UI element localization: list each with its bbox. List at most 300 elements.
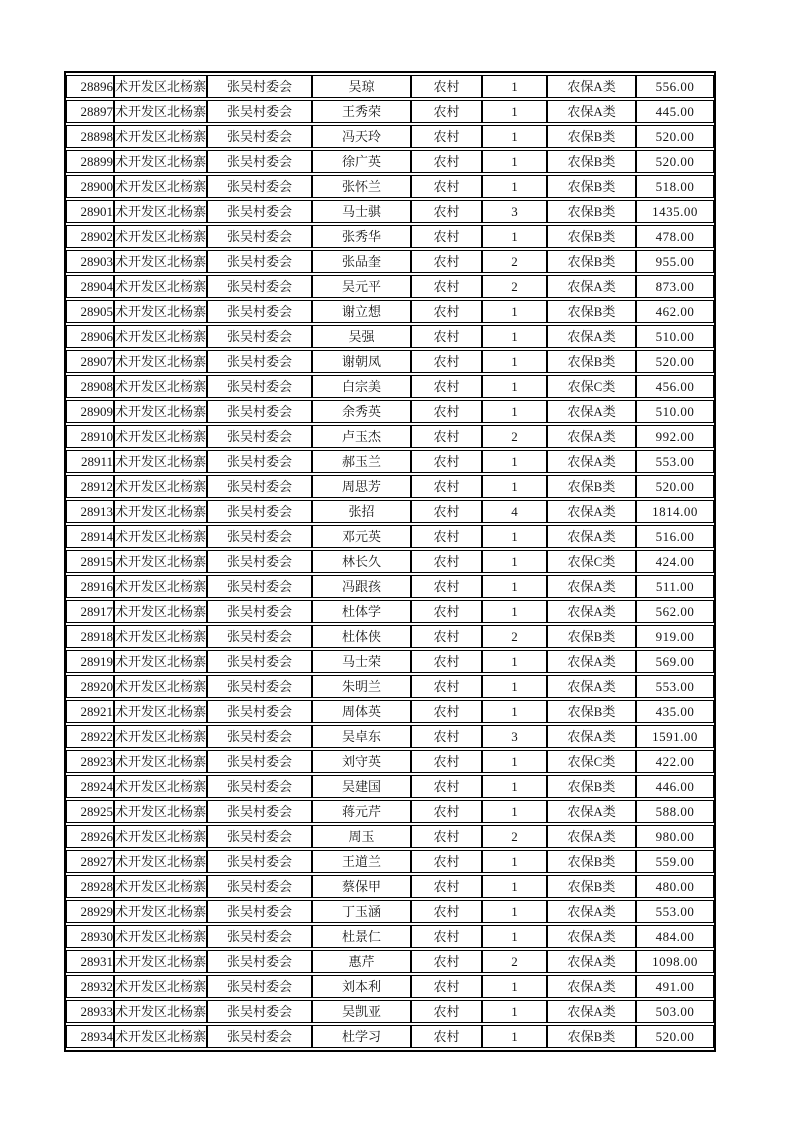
cell-person-count: 1 — [482, 850, 547, 873]
cell-district: 术开发区北杨寨 — [114, 200, 207, 223]
cell-person-count: 1 — [482, 800, 547, 823]
cell-village-committee: 张吴村委会 — [207, 525, 312, 548]
cell-amount: 445.00 — [636, 100, 714, 123]
cell-district: 术开发区北杨寨 — [114, 975, 207, 998]
cell-residence-type: 农村 — [411, 425, 482, 448]
cell-insurance-category: 农保A类 — [547, 575, 636, 598]
cell-person-count: 1 — [482, 300, 547, 323]
cell-person-count: 1 — [482, 325, 547, 348]
cell-person-count: 2 — [482, 825, 547, 848]
cell-amount: 1098.00 — [636, 950, 714, 973]
cell-residence-type: 农村 — [411, 125, 482, 148]
cell-insurance-category: 农保A类 — [547, 525, 636, 548]
cell-insurance-category: 农保B类 — [547, 300, 636, 323]
table-row — [66, 200, 714, 223]
cell-record-id: 28931 — [66, 950, 114, 973]
cell-person-count: 1 — [482, 475, 547, 498]
cell-village-committee: 张吴村委会 — [207, 750, 312, 773]
cell-person-name: 王秀荣 — [312, 100, 411, 123]
cell-insurance-category: 农保A类 — [547, 725, 636, 748]
cell-district: 术开发区北杨寨 — [114, 100, 207, 123]
cell-amount: 553.00 — [636, 450, 714, 473]
cell-person-name: 惠芹 — [312, 950, 411, 973]
cell-amount: 520.00 — [636, 125, 714, 148]
table-row — [66, 875, 714, 898]
cell-record-id: 28918 — [66, 625, 114, 648]
cell-amount: 511.00 — [636, 575, 714, 598]
cell-insurance-category: 农保B类 — [547, 150, 636, 173]
cell-insurance-category: 农保C类 — [547, 750, 636, 773]
cell-person-count: 1 — [482, 225, 547, 248]
cell-person-count: 1 — [482, 550, 547, 573]
table-row — [66, 675, 714, 698]
cell-amount: 569.00 — [636, 650, 714, 673]
cell-residence-type: 农村 — [411, 800, 482, 823]
cell-record-id: 28897 — [66, 100, 114, 123]
cell-residence-type: 农村 — [411, 825, 482, 848]
cell-record-id: 28909 — [66, 400, 114, 423]
cell-person-count: 2 — [482, 250, 547, 273]
cell-person-name: 杜体学 — [312, 600, 411, 623]
cell-district: 术开发区北杨寨 — [114, 75, 207, 98]
cell-insurance-category: 农保B类 — [547, 875, 636, 898]
cell-residence-type: 农村 — [411, 650, 482, 673]
cell-amount: 559.00 — [636, 850, 714, 873]
cell-amount: 588.00 — [636, 800, 714, 823]
table-body — [66, 75, 714, 1048]
cell-insurance-category: 农保B类 — [547, 250, 636, 273]
cell-insurance-category: 农保C类 — [547, 375, 636, 398]
cell-person-count: 2 — [482, 275, 547, 298]
cell-village-committee: 张吴村委会 — [207, 800, 312, 823]
cell-village-committee: 张吴村委会 — [207, 725, 312, 748]
cell-record-id: 28906 — [66, 325, 114, 348]
cell-amount: 556.00 — [636, 75, 714, 98]
cell-insurance-category: 农保B类 — [547, 475, 636, 498]
table-row — [66, 750, 714, 773]
cell-person-count: 1 — [482, 100, 547, 123]
table-row — [66, 900, 714, 923]
table-row — [66, 650, 714, 673]
cell-amount: 553.00 — [636, 900, 714, 923]
cell-village-committee: 张吴村委会 — [207, 850, 312, 873]
cell-amount: 503.00 — [636, 1000, 714, 1023]
cell-person-name: 吴凯亚 — [312, 1000, 411, 1023]
cell-person-name: 朱明兰 — [312, 675, 411, 698]
cell-residence-type: 农村 — [411, 750, 482, 773]
cell-district: 术开发区北杨寨 — [114, 775, 207, 798]
cell-insurance-category: 农保A类 — [547, 425, 636, 448]
table-row — [66, 950, 714, 973]
cell-district: 术开发区北杨寨 — [114, 950, 207, 973]
cell-district: 术开发区北杨寨 — [114, 850, 207, 873]
cell-village-committee: 张吴村委会 — [207, 325, 312, 348]
cell-record-id: 28925 — [66, 800, 114, 823]
cell-residence-type: 农村 — [411, 775, 482, 798]
cell-record-id: 28934 — [66, 1025, 114, 1048]
cell-village-committee: 张吴村委会 — [207, 175, 312, 198]
cell-insurance-category: 农保A类 — [547, 1000, 636, 1023]
cell-record-id: 28902 — [66, 225, 114, 248]
cell-village-committee: 张吴村委会 — [207, 875, 312, 898]
cell-record-id: 28929 — [66, 900, 114, 923]
cell-district: 术开发区北杨寨 — [114, 675, 207, 698]
cell-amount: 980.00 — [636, 825, 714, 848]
table-row — [66, 850, 714, 873]
cell-village-committee: 张吴村委会 — [207, 550, 312, 573]
cell-record-id: 28920 — [66, 675, 114, 698]
cell-insurance-category: 农保A类 — [547, 75, 636, 98]
cell-district: 术开发区北杨寨 — [114, 500, 207, 523]
cell-person-count: 1 — [482, 375, 547, 398]
cell-residence-type: 农村 — [411, 150, 482, 173]
cell-person-name: 杜学习 — [312, 1025, 411, 1048]
cell-person-name: 张招 — [312, 500, 411, 523]
cell-village-committee: 张吴村委会 — [207, 1000, 312, 1023]
cell-person-count: 1 — [482, 450, 547, 473]
cell-residence-type: 农村 — [411, 200, 482, 223]
cell-person-name: 余秀英 — [312, 400, 411, 423]
cell-person-count: 1 — [482, 775, 547, 798]
cell-district: 术开发区北杨寨 — [114, 375, 207, 398]
cell-district: 术开发区北杨寨 — [114, 400, 207, 423]
cell-village-committee: 张吴村委会 — [207, 375, 312, 398]
cell-insurance-category: 农保A类 — [547, 600, 636, 623]
cell-village-committee: 张吴村委会 — [207, 950, 312, 973]
cell-residence-type: 农村 — [411, 625, 482, 648]
cell-district: 术开发区北杨寨 — [114, 900, 207, 923]
cell-person-name: 丁玉涵 — [312, 900, 411, 923]
cell-village-committee: 张吴村委会 — [207, 275, 312, 298]
cell-person-count: 1 — [482, 575, 547, 598]
cell-record-id: 28916 — [66, 575, 114, 598]
table-row — [66, 425, 714, 448]
table-row — [66, 400, 714, 423]
cell-person-count: 1 — [482, 175, 547, 198]
cell-person-name: 吴强 — [312, 325, 411, 348]
cell-village-committee: 张吴村委会 — [207, 975, 312, 998]
cell-residence-type: 农村 — [411, 400, 482, 423]
cell-residence-type: 农村 — [411, 475, 482, 498]
cell-residence-type: 农村 — [411, 1025, 482, 1048]
table-row — [66, 925, 714, 948]
cell-village-committee: 张吴村委会 — [207, 150, 312, 173]
table-row — [66, 375, 714, 398]
cell-district: 术开发区北杨寨 — [114, 250, 207, 273]
cell-district: 术开发区北杨寨 — [114, 625, 207, 648]
cell-person-name: 谢立想 — [312, 300, 411, 323]
table-row — [66, 725, 714, 748]
cell-record-id: 28905 — [66, 300, 114, 323]
cell-insurance-category: 农保B类 — [547, 850, 636, 873]
cell-insurance-category: 农保B类 — [547, 350, 636, 373]
cell-person-name: 周玉 — [312, 825, 411, 848]
cell-person-count: 1 — [482, 1025, 547, 1048]
cell-residence-type: 农村 — [411, 900, 482, 923]
cell-amount: 478.00 — [636, 225, 714, 248]
cell-insurance-category: 农保B类 — [547, 125, 636, 148]
cell-insurance-category: 农保A类 — [547, 450, 636, 473]
cell-village-committee: 张吴村委会 — [207, 775, 312, 798]
cell-district: 术开发区北杨寨 — [114, 800, 207, 823]
cell-residence-type: 农村 — [411, 875, 482, 898]
cell-village-committee: 张吴村委会 — [207, 1025, 312, 1048]
table-row — [66, 775, 714, 798]
cell-district: 术开发区北杨寨 — [114, 225, 207, 248]
cell-district: 术开发区北杨寨 — [114, 450, 207, 473]
cell-district: 术开发区北杨寨 — [114, 275, 207, 298]
cell-amount: 562.00 — [636, 600, 714, 623]
table-row — [66, 275, 714, 298]
cell-village-committee: 张吴村委会 — [207, 825, 312, 848]
cell-amount: 462.00 — [636, 300, 714, 323]
cell-insurance-category: 农保C类 — [547, 550, 636, 573]
cell-insurance-category: 农保A类 — [547, 275, 636, 298]
cell-record-id: 28933 — [66, 1000, 114, 1023]
table-row — [66, 500, 714, 523]
cell-person-count: 1 — [482, 975, 547, 998]
cell-record-id: 28917 — [66, 600, 114, 623]
cell-person-count: 1 — [482, 150, 547, 173]
cell-amount: 955.00 — [636, 250, 714, 273]
cell-residence-type: 农村 — [411, 375, 482, 398]
cell-record-id: 28915 — [66, 550, 114, 573]
cell-person-name: 周体英 — [312, 700, 411, 723]
cell-record-id: 28911 — [66, 450, 114, 473]
cell-insurance-category: 农保B类 — [547, 200, 636, 223]
cell-record-id: 28896 — [66, 75, 114, 98]
cell-amount: 873.00 — [636, 275, 714, 298]
cell-person-name: 杜体侠 — [312, 625, 411, 648]
cell-person-name: 王道兰 — [312, 850, 411, 873]
cell-residence-type: 农村 — [411, 600, 482, 623]
cell-amount: 520.00 — [636, 350, 714, 373]
cell-insurance-category: 农保B类 — [547, 175, 636, 198]
cell-person-count: 2 — [482, 625, 547, 648]
cell-village-committee: 张吴村委会 — [207, 250, 312, 273]
cell-residence-type: 农村 — [411, 700, 482, 723]
cell-record-id: 28928 — [66, 875, 114, 898]
table-row — [66, 75, 714, 98]
cell-village-committee: 张吴村委会 — [207, 75, 312, 98]
cell-village-committee: 张吴村委会 — [207, 300, 312, 323]
cell-person-name: 刘守英 — [312, 750, 411, 773]
cell-person-count: 4 — [482, 500, 547, 523]
cell-person-name: 卢玉杰 — [312, 425, 411, 448]
cell-district: 术开发区北杨寨 — [114, 1000, 207, 1023]
cell-amount: 553.00 — [636, 675, 714, 698]
cell-record-id: 28907 — [66, 350, 114, 373]
cell-person-name: 张品奎 — [312, 250, 411, 273]
cell-residence-type: 农村 — [411, 100, 482, 123]
cell-residence-type: 农村 — [411, 350, 482, 373]
cell-record-id: 28932 — [66, 975, 114, 998]
cell-record-id: 28921 — [66, 700, 114, 723]
cell-village-committee: 张吴村委会 — [207, 675, 312, 698]
cell-residence-type: 农村 — [411, 950, 482, 973]
table-row — [66, 625, 714, 648]
cell-district: 术开发区北杨寨 — [114, 725, 207, 748]
table-row — [66, 450, 714, 473]
cell-insurance-category: 农保A类 — [547, 650, 636, 673]
cell-record-id: 28910 — [66, 425, 114, 448]
table-row — [66, 825, 714, 848]
cell-record-id: 28922 — [66, 725, 114, 748]
table-row — [66, 300, 714, 323]
cell-record-id: 28924 — [66, 775, 114, 798]
cell-amount: 435.00 — [636, 700, 714, 723]
cell-person-name: 蔡保甲 — [312, 875, 411, 898]
cell-record-id: 28900 — [66, 175, 114, 198]
cell-residence-type: 农村 — [411, 925, 482, 948]
cell-record-id: 28930 — [66, 925, 114, 948]
cell-district: 术开发区北杨寨 — [114, 750, 207, 773]
cell-person-name: 马士骐 — [312, 200, 411, 223]
cell-insurance-category: 农保A类 — [547, 325, 636, 348]
cell-insurance-category: 农保A类 — [547, 900, 636, 923]
cell-village-committee: 张吴村委会 — [207, 125, 312, 148]
table-row — [66, 125, 714, 148]
cell-district: 术开发区北杨寨 — [114, 875, 207, 898]
table-row — [66, 975, 714, 998]
cell-village-committee: 张吴村委会 — [207, 475, 312, 498]
cell-amount: 516.00 — [636, 525, 714, 548]
table-row — [66, 525, 714, 548]
cell-person-count: 2 — [482, 425, 547, 448]
cell-person-count: 1 — [482, 675, 547, 698]
cell-district: 术开发区北杨寨 — [114, 825, 207, 848]
cell-record-id: 28912 — [66, 475, 114, 498]
table-row — [66, 100, 714, 123]
table-row — [66, 575, 714, 598]
cell-district: 术开发区北杨寨 — [114, 575, 207, 598]
cell-village-committee: 张吴村委会 — [207, 700, 312, 723]
cell-amount: 518.00 — [636, 175, 714, 198]
cell-village-committee: 张吴村委会 — [207, 100, 312, 123]
table-row — [66, 700, 714, 723]
cell-village-committee: 张吴村委会 — [207, 400, 312, 423]
cell-person-name: 刘本利 — [312, 975, 411, 998]
cell-village-committee: 张吴村委会 — [207, 600, 312, 623]
cell-person-count: 3 — [482, 725, 547, 748]
table-row — [66, 1000, 714, 1023]
cell-residence-type: 农村 — [411, 225, 482, 248]
cell-amount: 422.00 — [636, 750, 714, 773]
cell-district: 术开发区北杨寨 — [114, 325, 207, 348]
cell-insurance-category: 农保B类 — [547, 775, 636, 798]
cell-insurance-category: 农保A类 — [547, 800, 636, 823]
table-row — [66, 800, 714, 823]
table-row — [66, 1025, 714, 1048]
cell-amount: 446.00 — [636, 775, 714, 798]
cell-insurance-category: 农保A类 — [547, 675, 636, 698]
cell-amount: 992.00 — [636, 425, 714, 448]
cell-person-count: 1 — [482, 700, 547, 723]
cell-district: 术开发区北杨寨 — [114, 925, 207, 948]
table-row — [66, 550, 714, 573]
cell-amount: 1814.00 — [636, 500, 714, 523]
cell-insurance-category: 农保B类 — [547, 625, 636, 648]
cell-person-count: 1 — [482, 125, 547, 148]
cell-insurance-category: 农保A类 — [547, 950, 636, 973]
cell-insurance-category: 农保B类 — [547, 225, 636, 248]
table-row — [66, 350, 714, 373]
cell-insurance-category: 农保B类 — [547, 700, 636, 723]
cell-person-count: 3 — [482, 200, 547, 223]
cell-record-id: 28901 — [66, 200, 114, 223]
cell-district: 术开发区北杨寨 — [114, 175, 207, 198]
cell-amount: 510.00 — [636, 400, 714, 423]
table-row — [66, 475, 714, 498]
cell-person-count: 1 — [482, 925, 547, 948]
cell-district: 术开发区北杨寨 — [114, 550, 207, 573]
cell-village-committee: 张吴村委会 — [207, 900, 312, 923]
cell-person-name: 吴琼 — [312, 75, 411, 98]
cell-record-id: 28914 — [66, 525, 114, 548]
cell-village-committee: 张吴村委会 — [207, 575, 312, 598]
cell-village-committee: 张吴村委会 — [207, 425, 312, 448]
cell-person-count: 1 — [482, 525, 547, 548]
cell-person-count: 1 — [482, 875, 547, 898]
cell-insurance-category: 农保A类 — [547, 400, 636, 423]
cell-amount: 424.00 — [636, 550, 714, 573]
cell-residence-type: 农村 — [411, 575, 482, 598]
cell-residence-type: 农村 — [411, 75, 482, 98]
cell-village-committee: 张吴村委会 — [207, 350, 312, 373]
cell-district: 术开发区北杨寨 — [114, 350, 207, 373]
cell-amount: 520.00 — [636, 475, 714, 498]
cell-insurance-category: 农保A类 — [547, 925, 636, 948]
cell-person-name: 马士荣 — [312, 650, 411, 673]
cell-residence-type: 农村 — [411, 675, 482, 698]
cell-residence-type: 农村 — [411, 975, 482, 998]
cell-person-name: 邓元英 — [312, 525, 411, 548]
cell-residence-type: 农村 — [411, 725, 482, 748]
cell-person-count: 1 — [482, 750, 547, 773]
cell-district: 术开发区北杨寨 — [114, 425, 207, 448]
cell-residence-type: 农村 — [411, 850, 482, 873]
cell-village-committee: 张吴村委会 — [207, 500, 312, 523]
cell-record-id: 28926 — [66, 825, 114, 848]
cell-residence-type: 农村 — [411, 275, 482, 298]
table-row — [66, 150, 714, 173]
cell-district: 术开发区北杨寨 — [114, 125, 207, 148]
cell-residence-type: 农村 — [411, 450, 482, 473]
cell-amount: 520.00 — [636, 1025, 714, 1048]
cell-village-committee: 张吴村委会 — [207, 650, 312, 673]
cell-person-count: 1 — [482, 900, 547, 923]
table-row — [66, 175, 714, 198]
cell-district: 术开发区北杨寨 — [114, 700, 207, 723]
cell-record-id: 28913 — [66, 500, 114, 523]
cell-amount: 480.00 — [636, 875, 714, 898]
cell-person-count: 1 — [482, 650, 547, 673]
cell-residence-type: 农村 — [411, 325, 482, 348]
cell-person-count: 1 — [482, 1000, 547, 1023]
table-row — [66, 225, 714, 248]
cell-village-committee: 张吴村委会 — [207, 225, 312, 248]
cell-village-committee: 张吴村委会 — [207, 450, 312, 473]
cell-record-id: 28927 — [66, 850, 114, 873]
cell-person-name: 张秀华 — [312, 225, 411, 248]
cell-person-name: 白宗美 — [312, 375, 411, 398]
cell-person-name: 冯跟孩 — [312, 575, 411, 598]
cell-person-count: 2 — [482, 950, 547, 973]
cell-person-name: 张怀兰 — [312, 175, 411, 198]
cell-village-committee: 张吴村委会 — [207, 200, 312, 223]
cell-district: 术开发区北杨寨 — [114, 300, 207, 323]
cell-record-id: 28903 — [66, 250, 114, 273]
